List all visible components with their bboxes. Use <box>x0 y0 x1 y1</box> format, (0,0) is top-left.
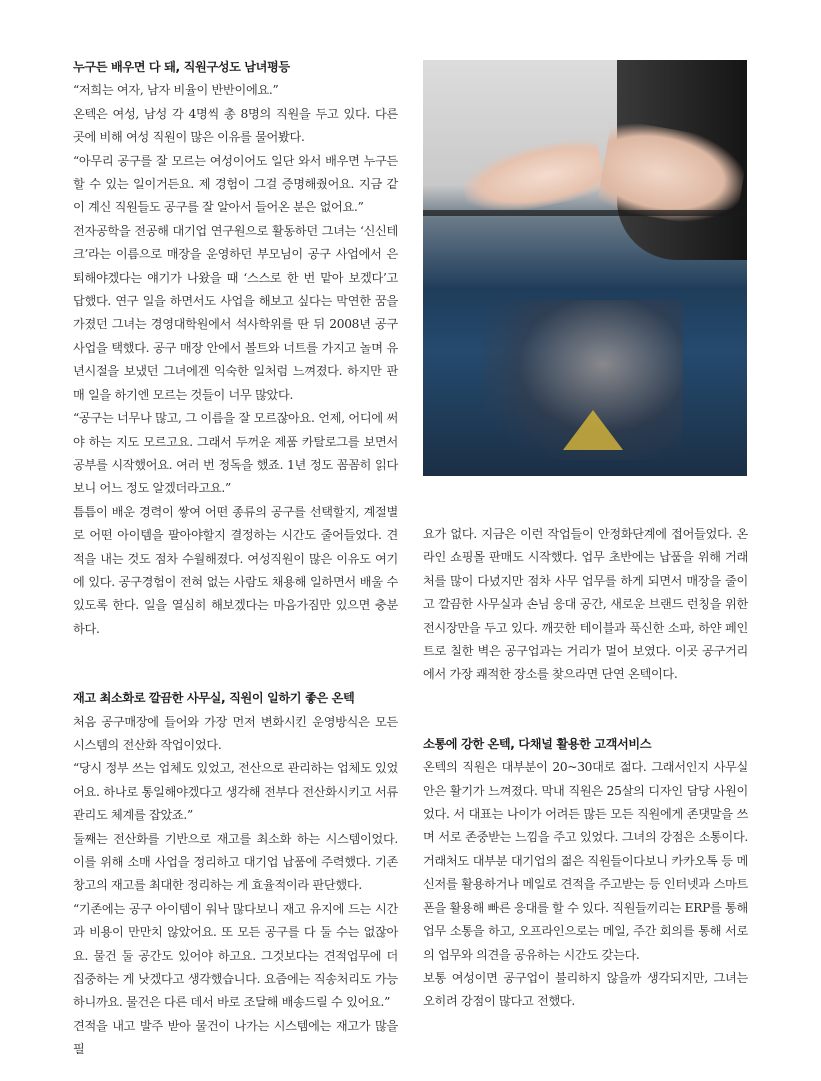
paragraph: 보통 여성이면 공구업이 불리하지 않을까 생각되지만, 그녀는 오히려 강점이 많다고 전했다. <box>423 970 748 1009</box>
paragraph: 요가 없다. 지금은 이런 작업들이 안정화단계에 접어들었다. 온라인 쇼핑몰 판매도 시작했다. 업무 초반에는 납품을 위해 거래처를 많이 다녔지만 점차 사무 업무를 하게 되면서 매장을 줄이고 깔끔한 사무실과 손님 응대 공간, 새로운 브랜드 런칭을 위한 전시장만을 두고 있다. 깨끗한 테이블과 푹신한 소파, 하얀 페인트로 칠한 벽은 공구업과는 거리가 멀어 보였다. 이곳 공구거리에서 가장 쾌적한 장소를 찾으라면 단연 온텍이다. <box>423 527 748 682</box>
article-photo <box>423 60 747 476</box>
paragraph: 전자공학을 전공해 대기업 연구원으로 활동하던 그녀는 ‘신신테크’라는 이름으로 매장을 운영하던 부모님이 공구 사업에서 은퇴해야겠다는 얘기가 나왔을 때 ‘스스로 한 번 맡아 보겠다’고 답했다. 연구 일을 하면서도 사업을 해보고 싶다는 막연한 꿈을 가졌던 그녀는 경영대학원에서 석사학위를 딴 뒤 2008년 공구사업을 택했다. 공구 매장 안에서 볼트와 너트를 가지고 놀며 유년시절을 보냈던 그녀에겐 익숙한 일처럼 느껴졌다. 하지만 판매 일을 하기엔 모르는 것들이 너무 많았다. <box>73 223 398 402</box>
spacer <box>73 641 398 687</box>
paragraph: 온텍은 여성, 남성 각 4명씩 총 8명의 직원을 두고 있다. 다른 곳에 비해 여성 직원이 많은 이유를 물어봤다. <box>73 106 398 145</box>
left-column <box>73 56 398 1062</box>
section-heading-equality: 누구든 배우면 다 돼, 직원구성도 남녀평등 <box>73 60 290 74</box>
paragraph: “아무리 공구를 잘 모르는 여성이어도 일단 와서 배우면 누구든 할 수 있는 일이거든요. 제 경험이 그걸 증명해줬어요. 지금 같이 계신 직원들도 공구를 잘 알아서 들어온 분은 없어요.” <box>73 153 398 215</box>
section-heading-communication: 소통에 강한 온텍, 다채널 활용한 고객서비스 <box>423 736 652 751</box>
paragraph: “저희는 여자, 남자 비율이 반반이에요.” <box>73 83 279 98</box>
section-heading-inventory: 재고 최소화로 깔끔한 사무실, 직원이 일하기 좋은 온텍 <box>73 691 355 706</box>
paragraph: 온텍의 직원은 대부분이 20~30대로 젊다. 그래서인지 사무실 안은 활기가 느껴졌다. 막내 직원은 25살의 디자인 담당 사원이었다. 서 대표는 나이가 어려든 많든 모든 직원에게 존댓말을 쓰며 서로 존중받는 느낌을 주고 있었다. 그녀의 강점은 소통이다. 거래처도 대부분 대기업의 젊은 직원들이다보니 카카오톡 등 메신저를 활용하거나 메일로 견적을 주고받는 등 인터넷과 스마트폰을 활용해 빠른 응대를 할 수 있다. 직원들끼리는 ERP를 통해 업무 소통을 하고, 오프라인으로는 메일, 주간 회의를 통해 서로의 업무와 의견을 공유하는 시간도 갖는다. <box>423 760 748 962</box>
paragraph: 견적을 내고 발주 받아 물건이 나가는 시스템에는 재고가 많을 필 <box>73 1018 398 1057</box>
photo-hand-left <box>458 134 607 222</box>
paragraph: 틈틈이 배운 경력이 쌓여 어떤 종류의 공구를 선택할지, 계절별로 어떤 아이템을 팔아야할지 결정하는 시간도 줄어들었다. 견적을 내는 것도 점차 수월해졌다. 여성직원이 많은 이유도 여기에 있다. 공구경험이 전혀 없는 사람도 채용해 일하면서 배울 수 있도록 한다. 일을 열심히 해보겠다는 마음가짐만 있으면 충분하다. <box>73 504 398 636</box>
paragraph: 처음 공구매장에 들어와 가장 먼저 변화시킨 운영방식은 모든 시스템의 전산화 작업이었다. <box>73 714 398 752</box>
paragraph: 둘째는 전산화를 기반으로 재고를 최소화 하는 시스템이었다. 이를 위해 소매 사업을 정리하고 대기업 납품에 주력했다. 기존 창고의 재고를 최대한 정리하는 게 효율적이라 판단했다. <box>73 831 398 893</box>
paragraph: “당시 정부 쓰는 업체도 있었고, 전산으로 관리하는 업체도 있었어요. 하나로 통일해야겠다고 생각해 전부다 전산화시키고 서류관리도 체계를 잡았죠.” <box>73 761 398 823</box>
spacer <box>423 687 748 733</box>
photo-table-edge <box>423 210 747 216</box>
paragraph: “기존에는 공구 아이템이 워낙 많다보니 재고 유지에 드는 시간과 비용이 만만치 않았어요. 또 모든 공구를 다 둘 수는 없잖아요. 물건 둘 공간도 있어야 하고요. 그것보다는 견적업무에 더 집중하는 게 낫겠다고 생각했습니다. 요즘에는 직송처리도 가능하니까요. 물건은 다른 데서 바로 조달해 배송드릴 수 있어요.” <box>73 901 398 1010</box>
right-column <box>423 523 748 1014</box>
paragraph: “공구는 너무나 많고, 그 이름을 잘 모르잖아요. 언제, 어디에 써야 하는 지도 모르고요. 그래서 두꺼운 제품 카탈로그를 보면서 공부를 시작했어요. 여러 번 정독을 했죠. 1년 정도 꼼꼼히 읽다보니 어느 정도 알겠더라고요.” <box>73 411 398 496</box>
